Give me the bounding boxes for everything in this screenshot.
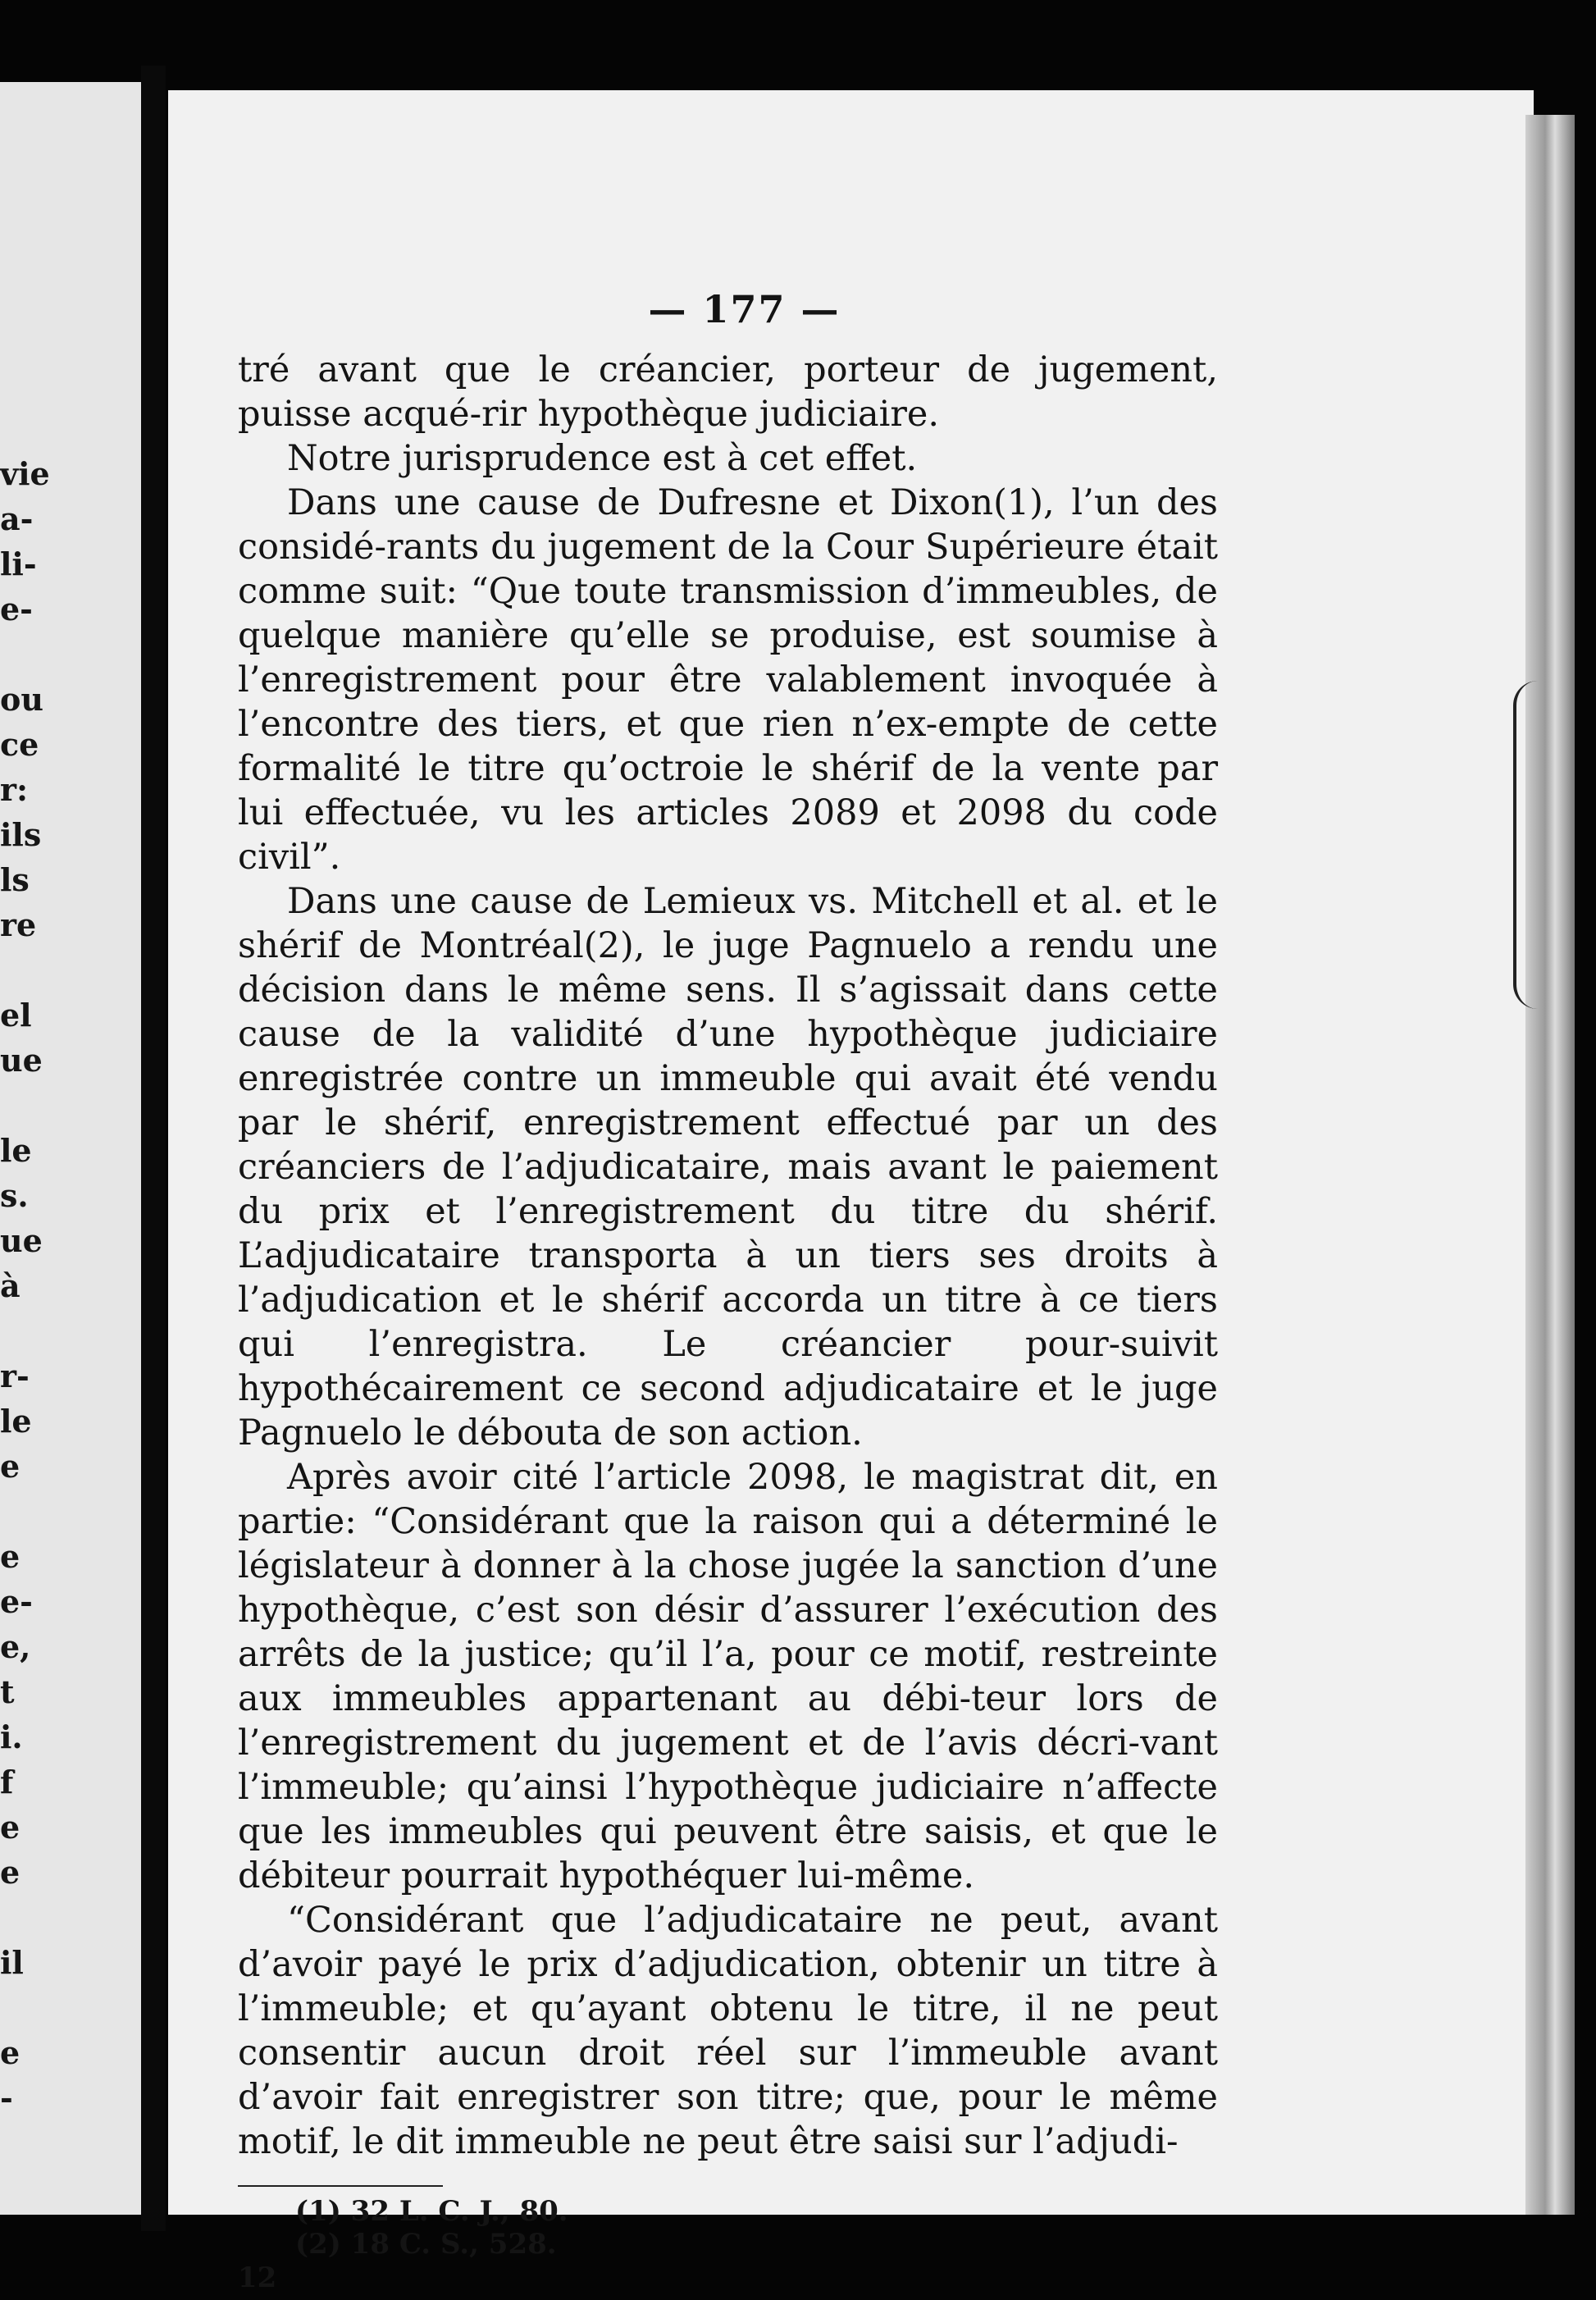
left-fragment: e-	[0, 1583, 33, 1620]
left-fragment: à	[0, 1267, 21, 1304]
left-page	[0, 82, 141, 2215]
footnote: (2) 18 C. S., 528.	[295, 2228, 557, 2261]
paragraph-list	[238, 348, 1218, 2164]
left-fragment	[0, 1489, 98, 1534]
left-fragment: e	[0, 1809, 21, 1846]
left-fragment: e	[0, 1448, 21, 1485]
left-fragment: ce	[0, 726, 39, 763]
page-edge	[1525, 115, 1575, 2215]
left-fragment: e	[0, 1854, 21, 1891]
left-fragment: vie	[0, 455, 50, 492]
paragraph: tré avant que le créancier, porteur de jugement, puisse acqué-rir hypothèque judiciaire.	[238, 349, 1218, 435]
left-fragment: r-	[0, 1358, 30, 1394]
left-fragment: r:	[0, 771, 29, 808]
left-page-text-fragments	[0, 451, 98, 2120]
left-fragment	[0, 632, 98, 677]
paragraph: “Considérant que l’adjudicataire ne peut, avant d’avoir payé le prix d’adjudication, obtenir un titre à l’immeuble; et qu’ayant obtenu le titre, il ne peut consentir aucun droit réel sur l’immeuble avant d’avoir fait enregistrer son titre; que, pour le même motif, le dit immeuble ne peut être saisi sur l’adjudi-	[238, 1900, 1218, 2162]
left-fragment	[0, 1895, 98, 1940]
footnote-divider	[238, 2185, 443, 2187]
left-fragment: e	[0, 1538, 21, 1575]
left-fragment: ls	[0, 861, 30, 898]
paragraph: Dans une cause de Lemieux vs. Mitchell et al. et le shérif de Montréal(2), le juge Pagnuelo a rendu une décision dans le même sens. Il s’agissait dans cette cause de la validité d’une hypothèque judiciaire enregistrée contre un immeuble qui avait été vendu par le shérif, enregistrement effectué par un des créanciers de l’adjudicataire, mais avant le paiement du prix et l’enregistrement du titre du shérif. L’adjudicataire transporta à un tiers ses droits à l’adjudication et le shérif accorda un titre à ce tiers qui l’enregistra. Le créancier pour-suivit hypothécairement ce second adjudicataire et le juge Pagnuelo le débouta de son action.	[238, 881, 1218, 1453]
left-fragment: i.	[0, 1718, 23, 1755]
left-fragment: ue	[0, 1222, 43, 1259]
left-fragment: e,	[0, 1628, 31, 1665]
left-fragment: ils	[0, 816, 42, 853]
left-fragment: -	[0, 2079, 13, 2116]
left-fragment: ue	[0, 1042, 43, 1079]
left-fragment: s.	[0, 1177, 29, 1214]
left-fragment: a-	[0, 500, 34, 537]
left-fragment: e	[0, 2034, 21, 2071]
footnotes	[238, 2195, 1218, 2261]
paragraph: Après avoir cité l’article 2098, le magistrat dit, en partie: “Considérant que la raison qui a déterminé le législateur à donner à la chose jugée la sanction d’une hypothèque, c’est son désir d’assurer l’exécution des arrêts de la justice; qu’il l’a, pour ce motif, restreinte aux immeubles appartenant au débi-teur lors de l’enregistrement du jugement et de l’avis décri-vant l’immeuble; qu’ainsi l’hypothèque judiciaire n’affecte que les immeubles qui peuvent être saisis, et que le débiteur pourrait hypothéquer lui-même.	[238, 1457, 1218, 1896]
book-gutter	[141, 66, 166, 2231]
left-fragment: le	[0, 1132, 32, 1169]
left-fragment	[0, 1083, 98, 1128]
left-fragment: t	[0, 1673, 15, 1710]
signature-mark: 12	[238, 2261, 277, 2294]
left-fragment: f	[0, 1764, 14, 1800]
left-fragment	[0, 1985, 98, 2030]
footnote: (1) 32 L. C. J., 80.	[295, 2195, 568, 2228]
left-fragment: re	[0, 906, 37, 943]
paragraph: Dans une cause de Dufresne et Dixon(1), l’un des considé-rants du jugement de la Cour Supérieure était comme suit: “Que toute transmission d’immeubles, de quelque manière qu’elle se produise, est soumise à l’enregistrement pour être valablement invoquée à l’encontre des tiers, et que rien n’ex-empte de cette formalité le titre qu’octroie le shérif de la vente par lui effectuée, vu les articles 2089 et 2098 du code civil”.	[238, 482, 1218, 878]
page-body	[238, 287, 1218, 2300]
left-fragment	[0, 947, 98, 993]
left-fragment: le	[0, 1403, 32, 1440]
left-fragment: il	[0, 1944, 24, 1981]
left-fragment	[0, 1308, 98, 1353]
left-fragment: li-	[0, 545, 37, 582]
paragraph: Notre jurisprudence est à cet effet.	[287, 438, 918, 479]
page-number: — 177 —	[648, 287, 841, 331]
bookmark-tab	[1513, 681, 1582, 1009]
left-fragment: el	[0, 997, 32, 1034]
left-fragment: e-	[0, 591, 33, 627]
left-fragment: ou	[0, 681, 43, 718]
